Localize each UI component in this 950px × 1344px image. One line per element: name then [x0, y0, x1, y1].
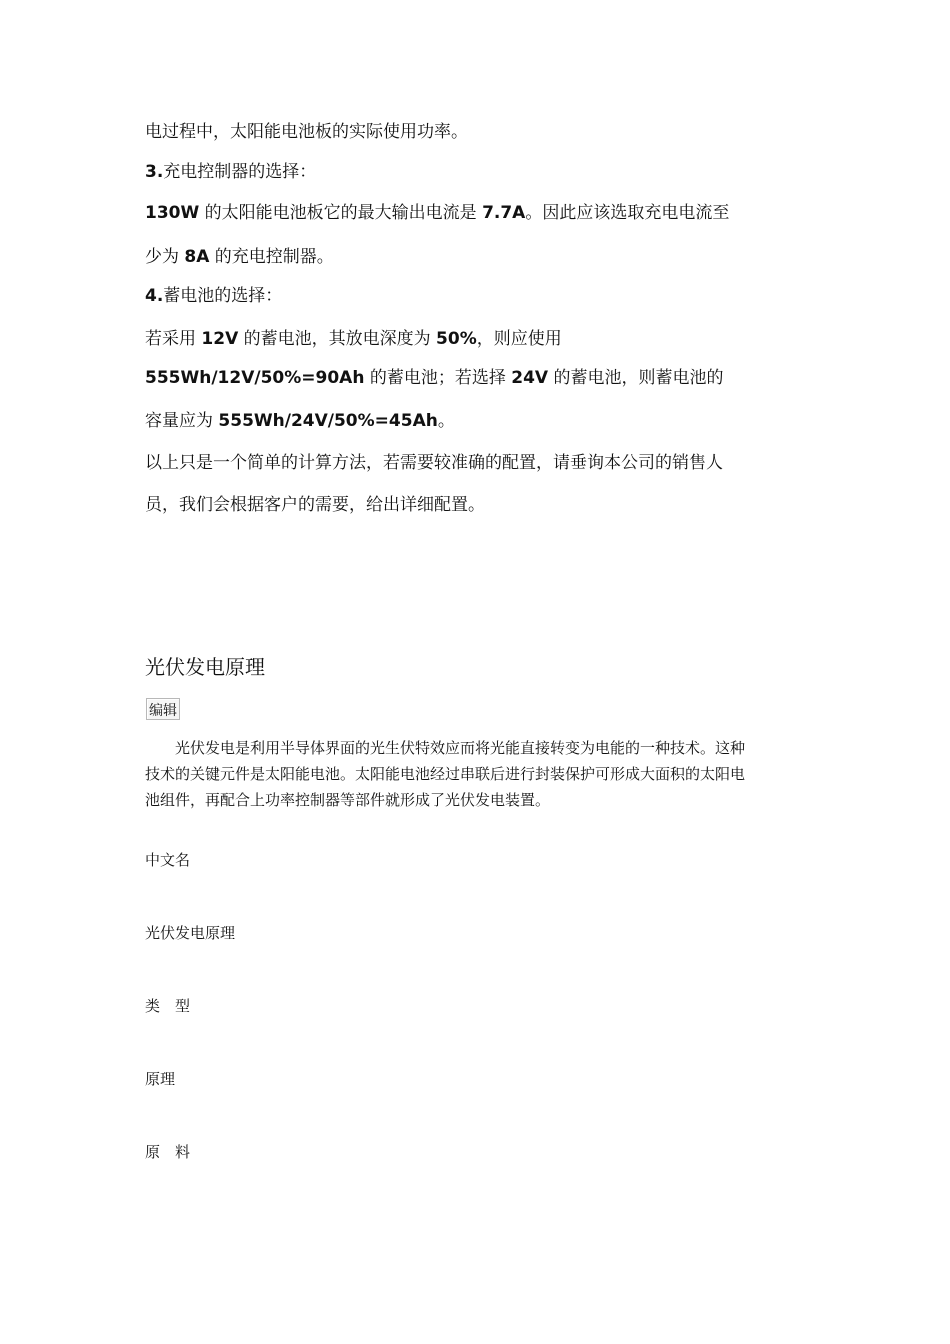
paragraph-line-1: 光伏发电是利用半导体界面的光生伏特效应而将光能直接转变为电能的一种技术。这种	[145, 739, 746, 757]
text-span: 的蓄电池，其放电深度为	[238, 329, 437, 349]
text-span: 蓄电池的选择：	[163, 286, 283, 306]
text-line-10	[145, 493, 485, 517]
text-span: 员，我们会根据客户的需要，给出详细配置。	[145, 495, 485, 515]
text-span: 的太阳能电池板它的最大输出电流是	[199, 203, 483, 223]
bold-value: 50%	[436, 329, 477, 349]
edit-button[interactable]: 编辑	[146, 698, 180, 720]
text-line-4	[145, 245, 334, 269]
info-value-name: 光伏发电原理	[145, 924, 236, 942]
info-value-type: 原理	[145, 1070, 176, 1088]
text-span: 的蓄电池；若选择	[364, 368, 512, 388]
item-number: 3.	[145, 162, 164, 182]
text-line-7	[145, 366, 723, 390]
info-label-name: 中文名	[145, 851, 191, 869]
item-number: 4.	[145, 286, 164, 306]
text-line-9	[145, 451, 723, 475]
bold-value: 130W	[145, 203, 200, 223]
text-span: 。因此应该选取充电电流至	[525, 203, 730, 223]
text-line-1	[145, 120, 468, 144]
paragraph-line-3: 池组件，再配合上功率控制器等部件就形成了光伏发电装置。	[145, 791, 551, 809]
text-line-3	[145, 201, 729, 225]
bold-value: 7.7A	[482, 203, 526, 223]
text-span: 电过程中，太阳能电池板的实际使用功率。	[145, 122, 468, 142]
info-label-material: 原 料	[145, 1143, 191, 1161]
text-span: ，则应使用	[476, 329, 562, 349]
bold-value: 12V	[201, 329, 239, 349]
text-line-8	[145, 409, 455, 433]
section-heading: 光伏发电原理	[145, 655, 265, 679]
bold-value: 8A	[184, 247, 210, 267]
bold-value: 555Wh/12V/50%=90Ah	[145, 368, 365, 388]
text-line-5	[145, 284, 282, 308]
paragraph-line-2: 技术的关键元件是太阳能电池。太阳能电池经过串联后进行封装保护可形成大面积的太阳电	[145, 765, 746, 783]
text-span: 。	[437, 411, 455, 431]
bold-value: 555Wh/24V/50%=45Ah	[218, 411, 438, 431]
text-span: 容量应为	[145, 411, 219, 431]
text-span: 若采用	[145, 329, 202, 349]
text-span: 少为	[145, 247, 185, 267]
bold-value: 24V	[511, 368, 549, 388]
text-line-6	[145, 327, 562, 351]
text-span: 的充电控制器。	[209, 247, 334, 267]
text-span: 以上只是一个简单的计算方法，若需要较准确的配置，请垂询本公司的销售人	[145, 453, 723, 473]
text-span: 的蓄电池，则蓄电池的	[548, 368, 724, 388]
info-label-type: 类 型	[145, 997, 191, 1015]
text-line-2	[145, 160, 316, 184]
text-span: 充电控制器的选择：	[163, 162, 317, 182]
